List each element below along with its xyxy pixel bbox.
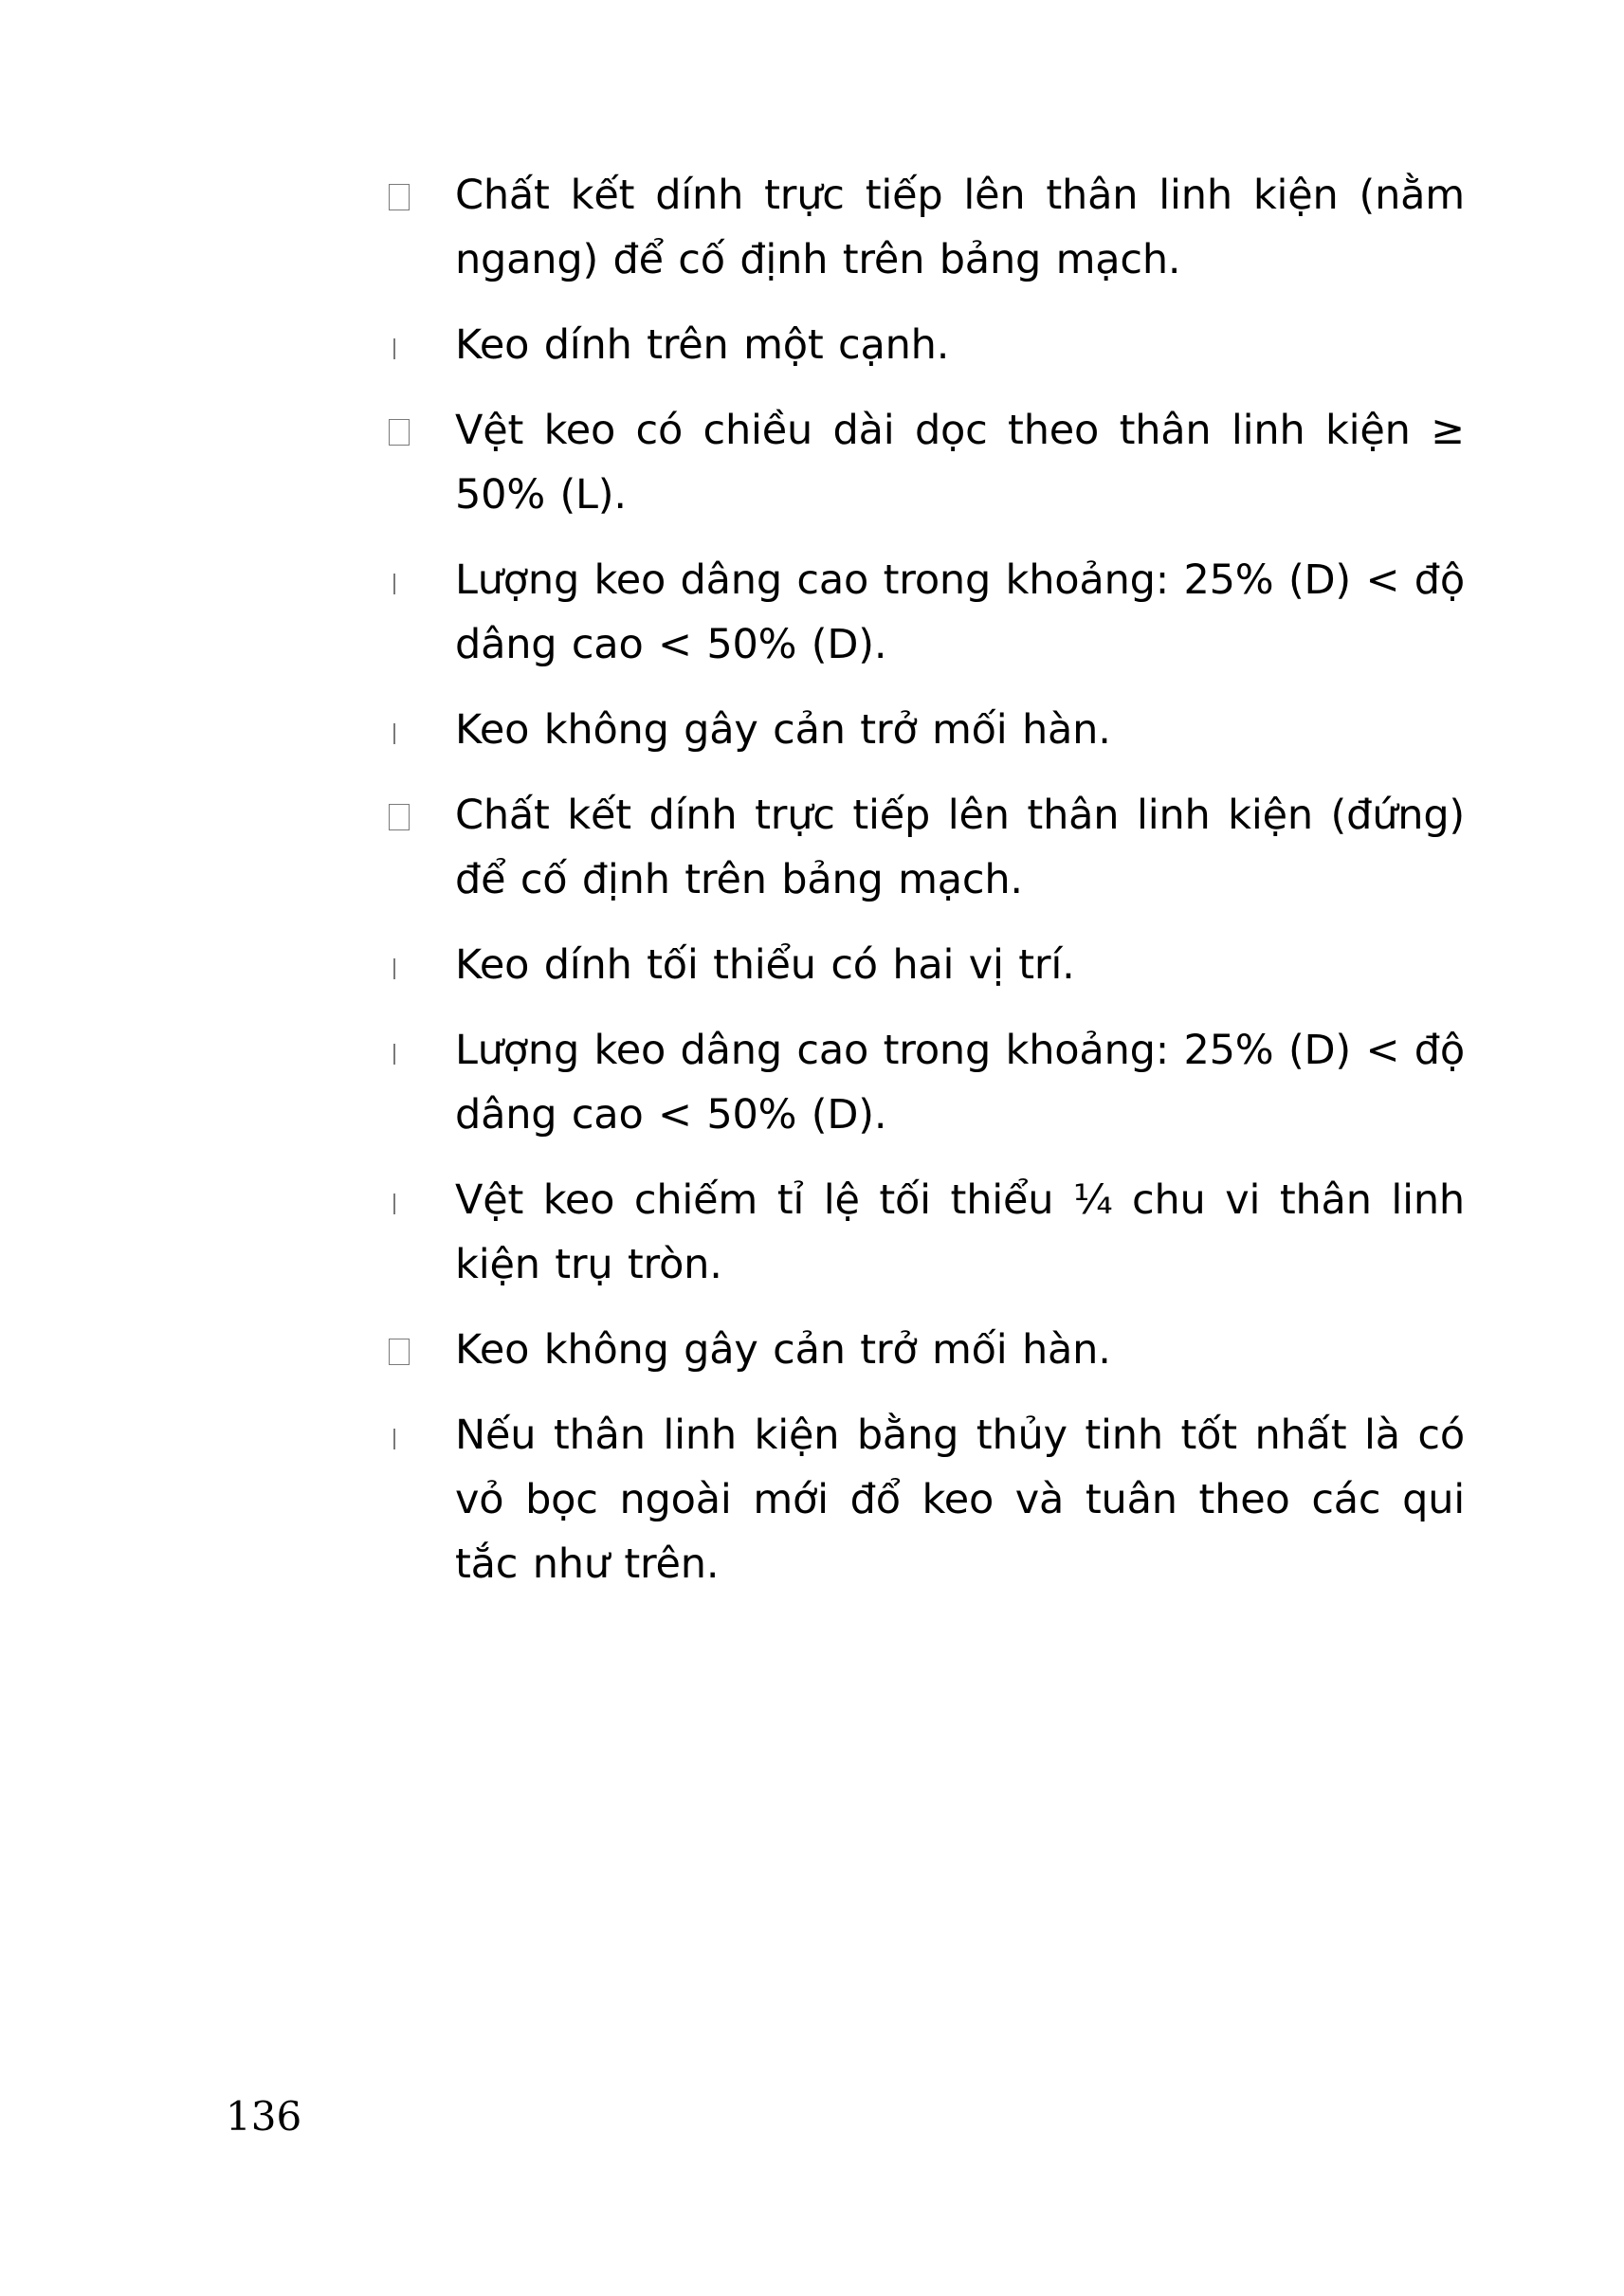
- list-item: [384, 1318, 1465, 1382]
- list-item-text: Chất kết dính trực tiếp lên thân linh kiện (đứng) để cố định trên bảng mạch.: [455, 792, 1465, 903]
- list-item-text: Vệt keo có chiều dài dọc theo thân linh kiện ≥ 50% (L).: [455, 407, 1465, 519]
- list-item-text: Lượng keo dâng cao trong khoảng: 25% (D) < độ dâng cao < 50% (D).: [455, 1027, 1465, 1139]
- list-item: [384, 783, 1465, 912]
- checkbox-bullet-icon: [389, 184, 410, 210]
- list-item: [384, 1018, 1465, 1147]
- list-item: [384, 313, 1465, 377]
- list-item-text: Keo dính trên một cạnh.: [455, 321, 950, 369]
- list-item-text: Nếu thân linh kiện bằng thủy tinh tốt nhất là có vỏ bọc ngoài mới đổ keo và tuân theo các qui tắc như trên.: [455, 1412, 1465, 1588]
- list-item: [384, 398, 1465, 527]
- list-item: [384, 548, 1465, 677]
- list-item: [384, 1403, 1465, 1596]
- bar-bullet-icon: [393, 723, 395, 744]
- list-item-text: Vệt keo chiếm tỉ lệ tối thiểu ¼ chu vi thân linh kiện trụ tròn.: [455, 1176, 1465, 1288]
- checkbox-bullet-icon: [389, 804, 410, 830]
- list-item: [384, 163, 1465, 292]
- bar-bullet-icon: [393, 574, 395, 594]
- bar-bullet-icon: [393, 338, 395, 359]
- page-number: 136: [226, 2093, 302, 2140]
- list-item: [384, 698, 1465, 762]
- checkbox-bullet-icon: [389, 419, 410, 446]
- bar-bullet-icon: [393, 1194, 395, 1214]
- list-item: [384, 1168, 1465, 1297]
- list-item: [384, 933, 1465, 997]
- bullet-list: [384, 163, 1465, 1617]
- list-item-text: Chất kết dính trực tiếp lên thân linh kiện (nằm ngang) để cố định trên bảng mạch.: [455, 172, 1465, 283]
- list-item-text: Keo dính tối thiểu có hai vị trí.: [455, 941, 1075, 989]
- bar-bullet-icon: [393, 1044, 395, 1065]
- bar-bullet-icon: [393, 958, 395, 979]
- bar-bullet-icon: [393, 1429, 395, 1449]
- list-item-text: Keo không gây cản trở mối hàn.: [455, 706, 1111, 754]
- list-item-text: Keo không gây cản trở mối hàn.: [455, 1326, 1111, 1374]
- checkbox-bullet-icon: [389, 1339, 410, 1365]
- list-item-text: Lượng keo dâng cao trong khoảng: 25% (D) < độ dâng cao < 50% (D).: [455, 556, 1465, 668]
